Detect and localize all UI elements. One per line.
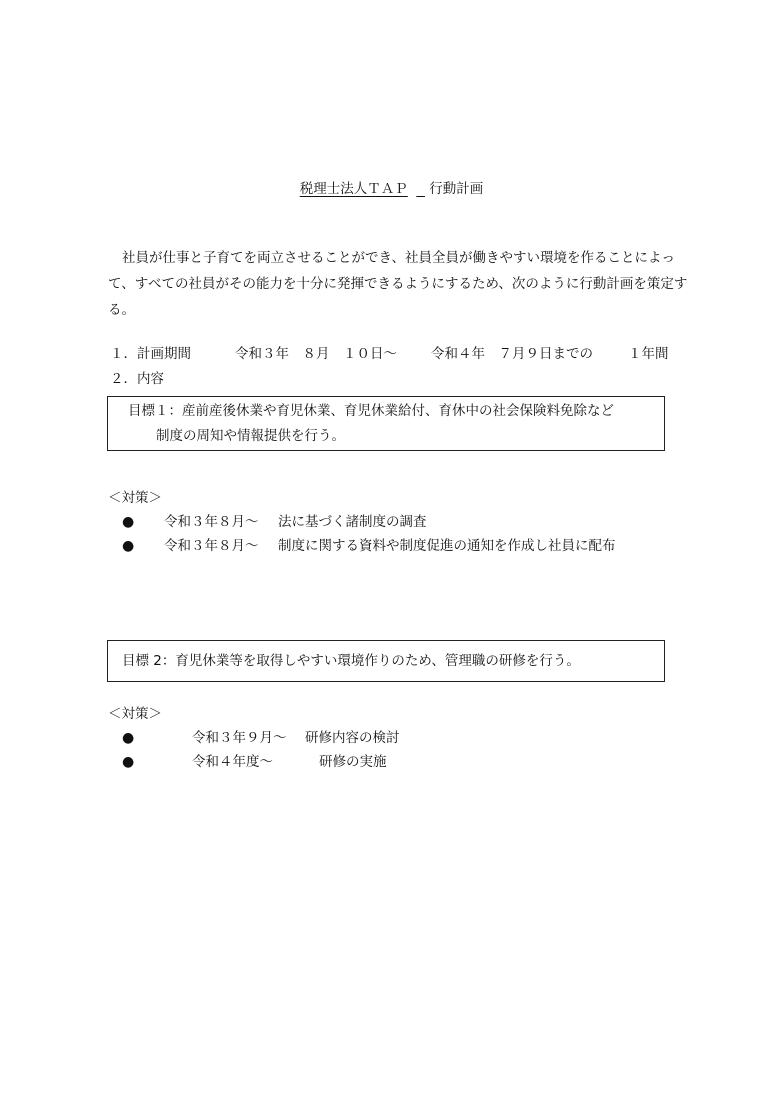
bullet-icon: ● (122, 754, 135, 770)
section1-duration: １年間 (628, 346, 669, 362)
page-title-org: 税理士法人ＴＡＰ (299, 181, 408, 197)
page-title (0, 177, 783, 197)
page-title-suffix: 行動計画 (429, 181, 484, 197)
measure1-2-date: 令和３年８月～ (164, 538, 259, 554)
section1-end: 令和４年 ７月９日までの (431, 346, 593, 362)
measure2-1-text: 研修内容の検討 (305, 730, 400, 746)
bullet-icon: ● (122, 730, 135, 746)
intro-paragraph: 社員が仕事と子育てを両立させることができ、社員全員が働きやすい環境を作ることによって、すべての社員がその能力を十分に発揮できるようにするため、次のように行動計画を策定する。 (108, 250, 688, 318)
measure2-2-date: 令和４年度～ (192, 754, 273, 770)
goal2-line1: 目標 2：育児休業等を取得しやすい環境作りのため、管理職の研修を行う。 (122, 653, 580, 669)
goal1-line1: 目標１：産前産後休業や育児休業、育児休業給付、育休中の社会保険料免除など (128, 403, 614, 419)
section1-label: １．計画期間 (110, 346, 191, 362)
bullet-icon: ● (122, 514, 135, 530)
section2-label: ２．内容 (110, 371, 164, 387)
measure1-1-text: 法に基づく諸制度の調査 (278, 514, 427, 530)
section1-start: 令和３年 ８月 １０日～ (235, 346, 397, 362)
measures1-heading: ＜対策＞ (108, 490, 162, 506)
measure2-1-date: 令和３年９月～ (192, 730, 287, 746)
measures2-heading: ＜対策＞ (108, 706, 162, 722)
measure1-1-date: 令和３年８月～ (164, 514, 259, 530)
goal1-line2: 制度の周知や情報提供を行う。 (156, 428, 345, 444)
measure2-2-text: 研修の実施 (319, 754, 387, 770)
page-title-spacer (416, 181, 425, 197)
bullet-icon: ● (122, 538, 135, 554)
measure1-2-text: 制度に関する資料や制度促進の通知を作成し社員に配布 (278, 538, 616, 554)
